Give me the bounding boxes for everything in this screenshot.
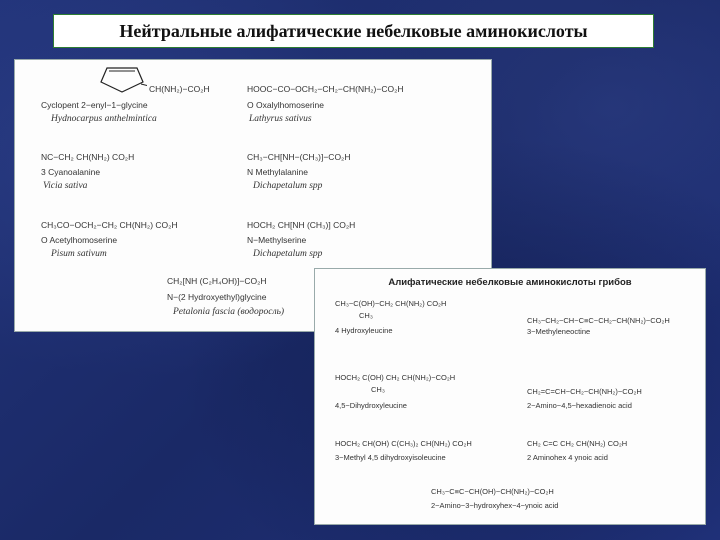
name-oxalylhomoserine: O Oxalylhomoserine [247, 100, 325, 110]
source-acetylhomoserine: Pisum sativum [51, 249, 107, 259]
formula-cyclopentenylglycine: CH(NH₂)−CO₂H [149, 84, 210, 94]
formula-hydroxyethylglycine: CH₂[NH (C₂H₄OH)]−CO₂H [167, 276, 267, 286]
formula-acetylhomoserine: CH₃CO−OCH₂−CH₂ CH(NH₂) CO₂H [41, 220, 178, 230]
name-methyldihydroxyisoleucine: 3−Methyl 4,5 dihydroxyisoleucine [335, 453, 446, 462]
name-hydroxyethylglycine: N−(2 Hydroxyethyl)glycine [167, 292, 267, 302]
name-methyleneoctine: 3−Methyleneoctine [527, 327, 591, 336]
source-cyanoalanine: Vicia sativa [43, 181, 88, 191]
source-cyclopentenylglycine: Hydnocarpus anthelmintica [51, 114, 157, 124]
formula-cyanoalanine: NC−CH₂ CH(NH₂) CO₂H [41, 152, 135, 162]
name-methylalanine: N Methylalanine [247, 167, 308, 177]
substituent-hydroxyleucine: CH₃ [359, 311, 373, 320]
name-methylserine: N−Methylserine [247, 235, 307, 245]
formula-methyleneoctine: CH₃−CH₂−CH−C≡C−CH₂−CH(NH₂)−CO₂H [527, 316, 670, 325]
name-acetylhomoserine: O Acetylhomoserine [41, 235, 118, 245]
name-aminohexadienoic-acid: 2−Amino−4,5−hexadienoic acid [527, 401, 632, 410]
name-hydroxyleucine: 4 Hydroxyleucine [335, 326, 393, 335]
cyclopentene-ring-diagram [97, 62, 147, 96]
formula-dihydroxyleucine: HOCH₂ C(OH) CH₂ CH(NH₂)−CO₂H [335, 373, 456, 382]
source-methylalanine: Dichapetalum spp [253, 181, 323, 191]
formula-oxalylhomoserine: HOOC−CO−OCH₂−CH₂−CH(NH₂)−CO₂H [247, 84, 404, 94]
formula-hydroxyleucine: CH₃−C(OH)−CH₂ CH(NH₂) CO₂H [335, 299, 447, 308]
formula-methylserine: HOCH₂ CH[NH (CH₃)] CO₂H [247, 220, 356, 230]
name-dihydroxyleucine: 4,5−Dihydroxyleucine [335, 401, 407, 410]
name-cyclopentenylglycine: Cyclopent 2−enyl−1−glycine [41, 100, 148, 110]
name-aminohexynoic-acid: 2 Aminohex 4 ynoic acid [527, 453, 608, 462]
name-aminohydroxyhexynoic-acid: 2−Amino−3−hydroxyhex−4−ynoic acid [431, 501, 559, 510]
structures-panel-fungi [314, 268, 706, 525]
slide-title: Нейтральные алифатические небелковые аминокислоты [53, 14, 654, 48]
formula-methyldihydroxyisoleucine: HOCH₂ CH(OH) C(CH₃)₂ CH(NH₂) CO₂H [335, 439, 472, 448]
formula-aminohydroxyhexynoic-acid: CH₃−C≡C−CH(OH)−CH(NH₂)−CO₂H [431, 487, 554, 496]
fungi-panel-title: Алифатические небелковые аминокислоты грибов [388, 277, 632, 288]
source-methylserine: Dichapetalum spp [253, 249, 323, 259]
formula-aminohexadienoic-acid: CH₂=C=CH−CH₂−CH(NH₂)−CO₂H [527, 387, 642, 396]
source-hydroxyethylglycine: Petalonia fascia (водоросль) [173, 307, 285, 317]
substituent-dihydroxyleucine: CH₃ [371, 385, 385, 394]
name-cyanoalanine: 3 Cyanoalanine [41, 167, 101, 177]
formula-aminohexynoic-acid: CH₂ C=C CH₂ CH(NH₂) CO₂H [527, 439, 628, 448]
source-oxalylhomoserine: Lathyrus sativus [249, 114, 312, 124]
formula-methylalanine: CH₃−CH[NH−(CH₃)]−CO₂H [247, 152, 351, 162]
